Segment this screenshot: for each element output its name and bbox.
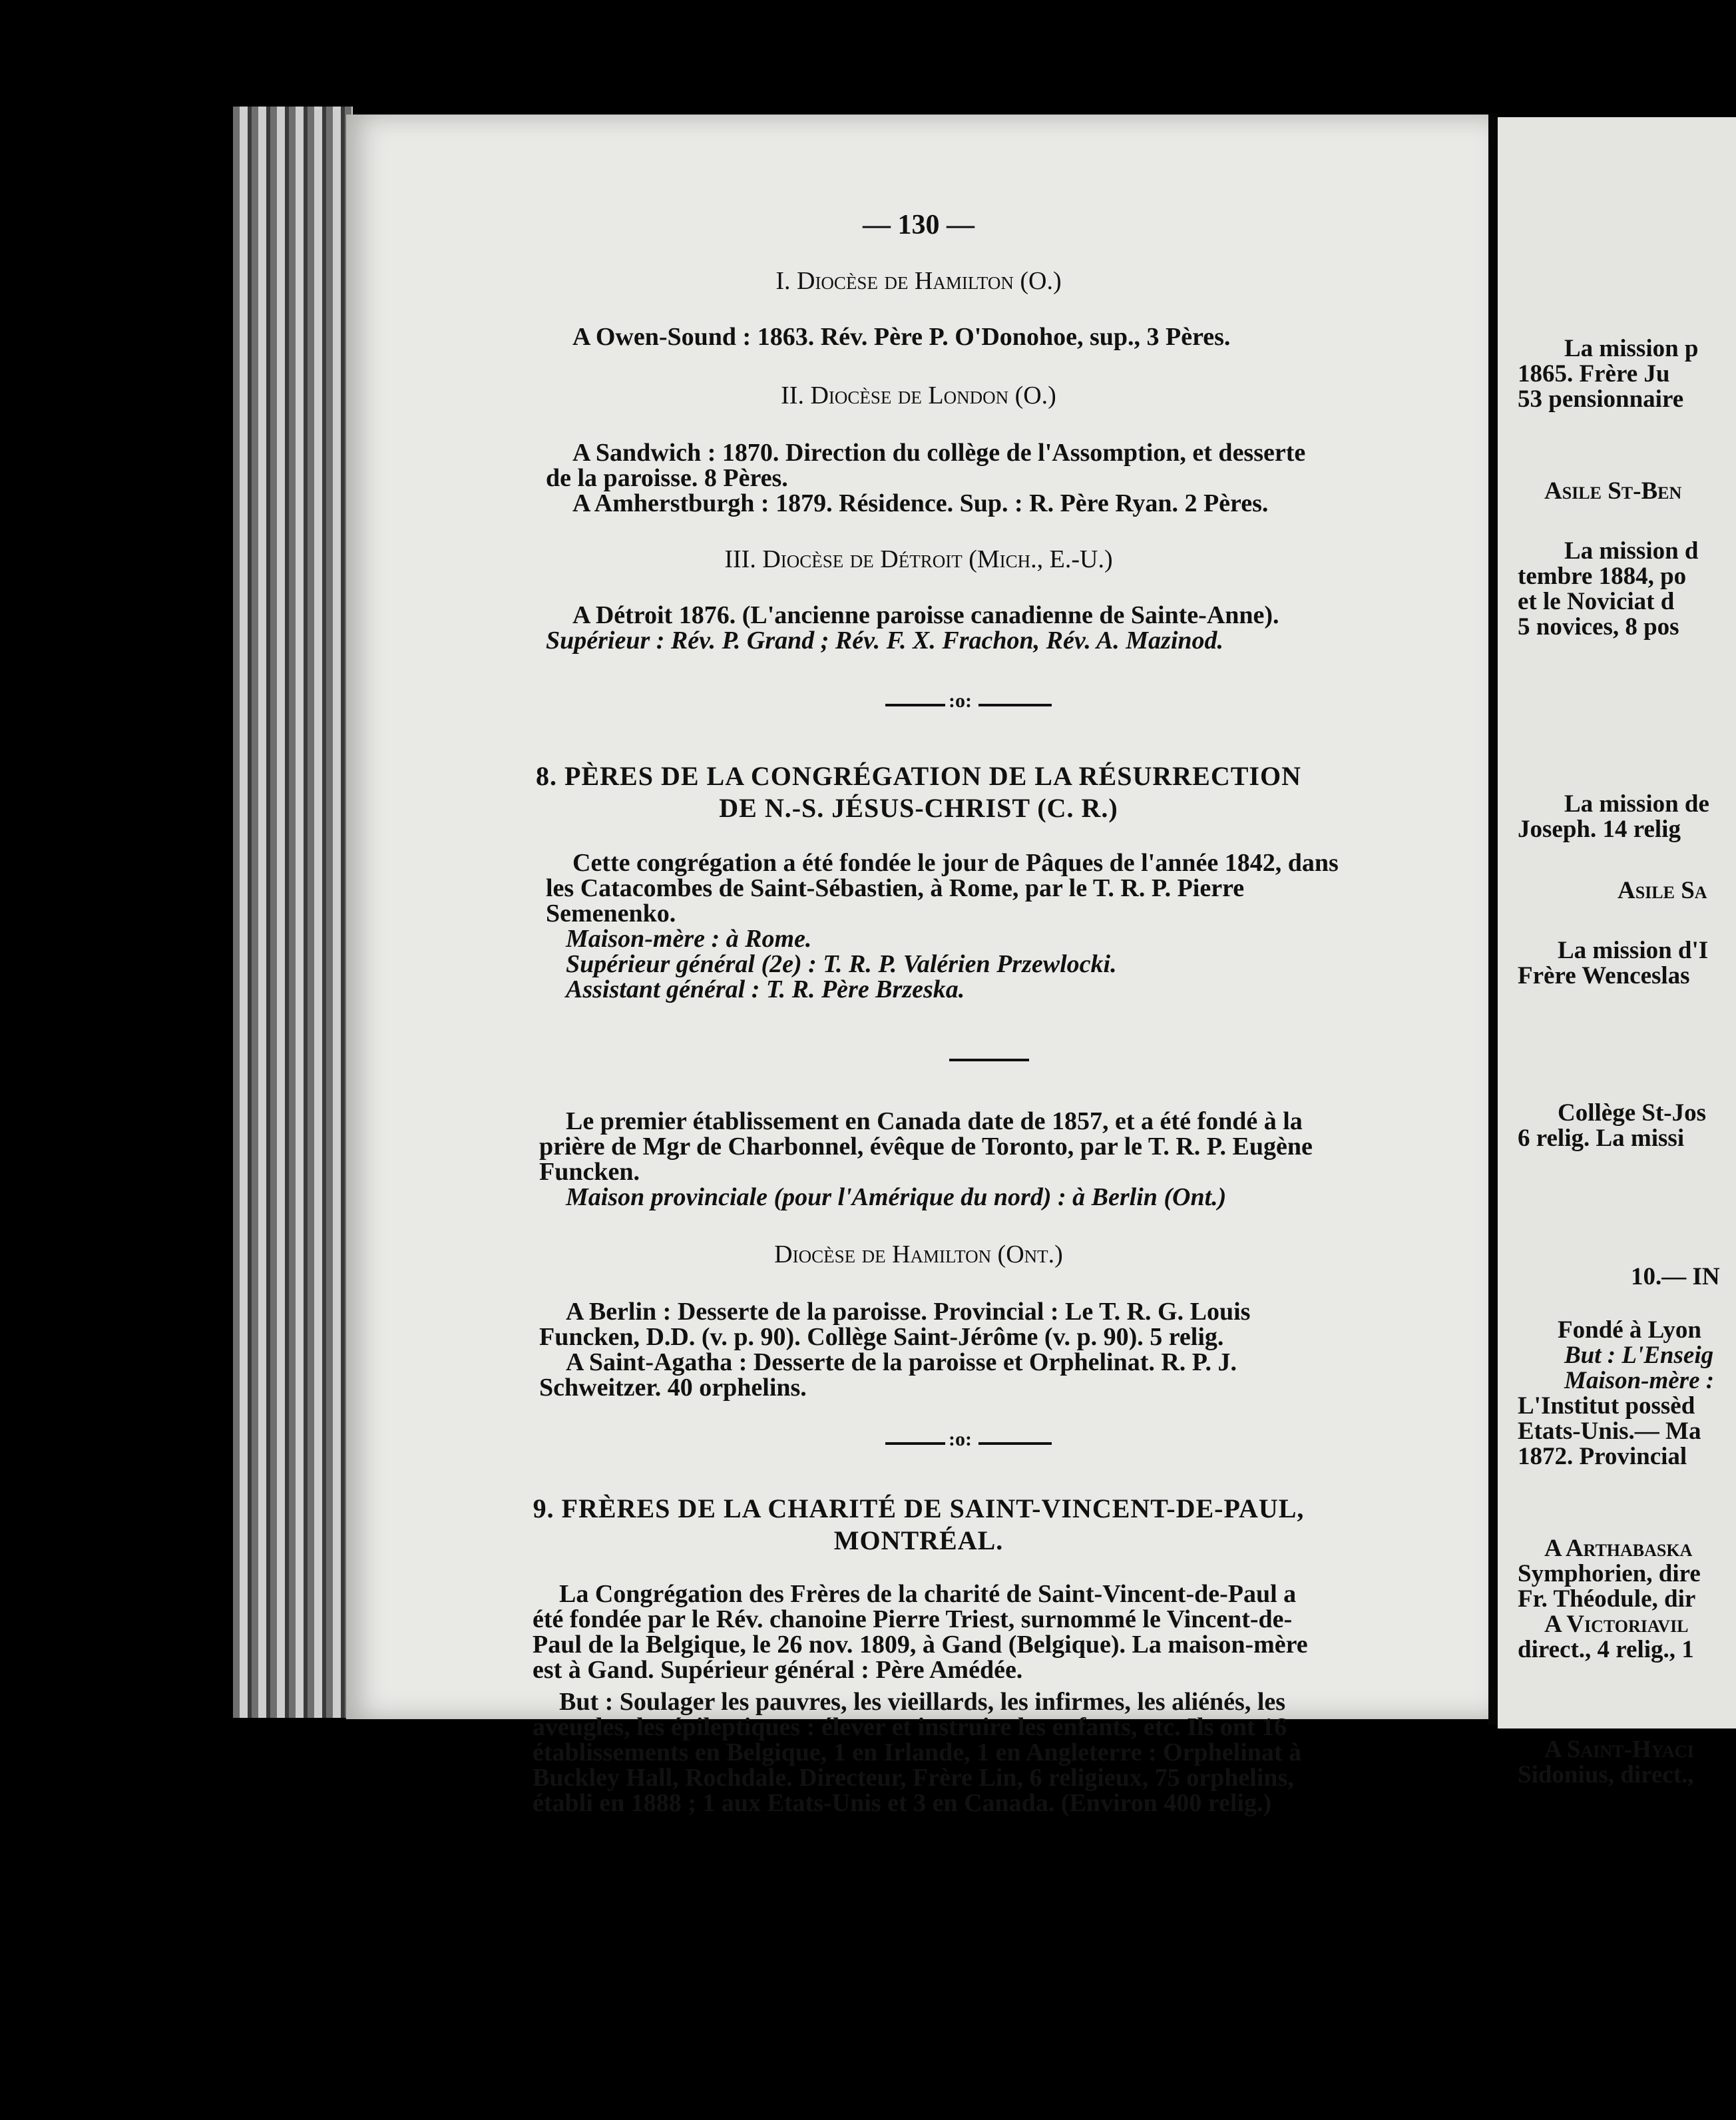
section-8b-text: Funcken. bbox=[539, 1158, 640, 1186]
section-9-but: But : Soulager les pauvres, les vieillards, les infirmes, les aliénés, les bbox=[559, 1688, 1286, 1716]
berlin-entry: A Berlin : Desserte de la paroisse. Provincial : Le T. R. G. Louis bbox=[566, 1298, 1251, 1326]
superieur-general: Supérieur général (2e) : T. R. P. Valérien Przewlocki. bbox=[566, 950, 1117, 978]
right-line: A Arthabaska bbox=[1544, 1535, 1693, 1562]
right-line: tembre 1884, po bbox=[1518, 563, 1687, 590]
right-line: Collège St-Jos bbox=[1558, 1099, 1706, 1127]
right-line: La mission d'I bbox=[1558, 937, 1709, 964]
saint-agatha-entry-cont: Schweitzer. 40 orphelins. bbox=[539, 1374, 807, 1402]
book-page-edges bbox=[233, 107, 353, 1718]
book-gutter bbox=[1488, 113, 1498, 1724]
diocese-london-title: II. Diocèse de London (O.) bbox=[781, 382, 1056, 409]
right-line: A Victoriavil bbox=[1544, 1611, 1689, 1638]
sandwich-entry: A Sandwich : 1870. Direction du collège de l'Assomption, et desserte bbox=[572, 439, 1306, 467]
right-line: Asile Sa bbox=[1618, 877, 1707, 904]
saint-agatha-entry: A Saint-Agatha : Desserte de la paroisse et Orphelinat. R. P. J. bbox=[566, 1348, 1237, 1376]
right-line: Frère Wenceslas bbox=[1518, 962, 1690, 989]
section-8-text: Cette congrégation a été fondée le jour de Pâques de l'année 1842, dans bbox=[572, 849, 1339, 877]
right-line: 53 pensionnaire bbox=[1518, 386, 1684, 413]
right-line: Joseph. 14 relig bbox=[1518, 816, 1681, 843]
right-line: L'Institut possèd bbox=[1518, 1392, 1695, 1420]
right-line: But : L'Enseig bbox=[1564, 1342, 1714, 1369]
section-8-heading: 8. PÈRES DE LA CONGRÉGATION DE LA RÉSURRECTION bbox=[536, 761, 1301, 791]
section-9-text: Buckley Hall, Rochdale. Directeur, Frère Lin, 6 religieux, 75 orphelins, bbox=[533, 1764, 1294, 1792]
page-number: — 130 — bbox=[863, 210, 975, 240]
right-line: direct., 4 relig., 1 bbox=[1518, 1636, 1694, 1663]
right-line: 1865. Frère Ju bbox=[1518, 360, 1670, 388]
right-line: La mission p bbox=[1564, 335, 1699, 362]
owen-sound-entry: A Owen-Sound : 1863. Rév. Père P. O'Donohoe, sup., 3 Pères. bbox=[572, 323, 1231, 351]
assistant-general: Assistant général : T. R. Père Brzeska. bbox=[566, 975, 965, 1003]
section-9-text: établissements en Belgique, 1 en Irlande, 1 en Angleterre : Orphelinat à bbox=[533, 1738, 1302, 1766]
short-rule bbox=[949, 1059, 1029, 1061]
section-8b-text: Le premier établissement en Canada date de 1857, et a été fondé à la bbox=[566, 1107, 1303, 1135]
section-9-text: établi en 1888 ; 1 aux Etats-Unis et 3 en Canada. (Environ 400 relig.) bbox=[533, 1789, 1272, 1817]
right-line: et le Noviciat d bbox=[1518, 588, 1675, 615]
right-line: Maison-mère : bbox=[1564, 1367, 1715, 1394]
section-9-text: Paul de la Belgique, le 26 nov. 1809, à Gand (Belgique). La maison-mère bbox=[533, 1631, 1308, 1659]
detroit-superieur: Supérieur : Rév. P. Grand ; Rév. F. X. Frachon, Rév. A. Mazinod. bbox=[546, 627, 1224, 655]
section-9-text: est à Gand. Supérieur général : Père Amédée. bbox=[533, 1656, 1023, 1684]
separator-mark: :o: bbox=[949, 690, 972, 712]
section-9-text: aveugles, les épileptiques : élever et instruire les enfants, etc. Ils ont 16 bbox=[533, 1713, 1287, 1741]
detroit-entry: A Détroit 1876. (L'ancienne paroisse canadienne de Sainte-Anne). bbox=[572, 601, 1279, 629]
right-line: 1872. Provincial bbox=[1518, 1443, 1687, 1470]
left-page bbox=[346, 115, 1491, 1817]
separator-left-2 bbox=[885, 1442, 945, 1445]
diocese-hamilton-title: I. Diocèse de Hamilton (O.) bbox=[775, 267, 1062, 295]
diocese-hamilton-ont-title: Diocèse de Hamilton (Ont.) bbox=[774, 1240, 1063, 1268]
amherstburgh-entry: A Amherstburgh : 1879. Résidence. Sup. : R. Père Ryan. 2 Pères. bbox=[572, 489, 1269, 517]
separator-left bbox=[885, 704, 945, 706]
section-9-text: La Congrégation des Frères de la charité de Saint-Vincent-de-Paul a bbox=[559, 1580, 1297, 1608]
section-9-heading-cont: MONTRÉAL. bbox=[833, 1525, 1004, 1555]
section-9-heading: 9. FRÈRES DE LA CHARITÉ DE SAINT-VINCENT-DE-PAUL, bbox=[533, 1493, 1305, 1523]
section-9-text: été fondée par le Rév. chanoine Pierre Triest, surnommé le Vincent-de- bbox=[533, 1605, 1293, 1633]
separator-right-2 bbox=[978, 1442, 1052, 1445]
right-line: Asile St-Ben bbox=[1544, 477, 1682, 505]
right-page-fragment bbox=[1498, 117, 1736, 1788]
diocese-detroit-title: III. Diocèse de Détroit (Mich., E.-U.) bbox=[724, 545, 1113, 573]
maison-provinciale: Maison provinciale (pour l'Amérique du nord) : à Berlin (Ont.) bbox=[566, 1183, 1227, 1211]
right-line: Sidonius, direct., bbox=[1518, 1761, 1694, 1788]
section-8-text: Semenenko. bbox=[546, 900, 676, 928]
right-line: 10.— IN bbox=[1631, 1263, 1720, 1290]
sandwich-entry-cont: de la paroisse. 8 Pères. bbox=[546, 464, 788, 492]
separator-right bbox=[978, 704, 1052, 706]
right-line: Fr. Théodule, dir bbox=[1518, 1585, 1696, 1613]
right-line: Etats-Unis.— Ma bbox=[1518, 1418, 1701, 1445]
maison-mere: Maison-mère : à Rome. bbox=[566, 925, 812, 953]
section-8-heading-cont: DE N.-S. JÉSUS-CHRIST (C. R.) bbox=[719, 793, 1118, 823]
right-line: 5 novices, 8 pos bbox=[1518, 613, 1679, 641]
separator-mark-2: :o: bbox=[949, 1428, 972, 1450]
right-line: La mission d bbox=[1564, 537, 1699, 565]
section-8-text: les Catacombes de Saint-Sébastien, à Rome, par le T. R. P. Pierre bbox=[546, 874, 1245, 902]
right-line: A Saint-Hyaci bbox=[1544, 1736, 1694, 1763]
right-line: 6 relig. La missi bbox=[1518, 1125, 1685, 1152]
section-8b-text: prière de Mgr de Charbonnel, évêque de Toronto, par le T. R. P. Eugène bbox=[539, 1133, 1313, 1161]
right-line: Symphorien, dire bbox=[1518, 1560, 1701, 1587]
right-line: La mission de bbox=[1564, 790, 1709, 818]
berlin-entry-cont: Funcken, D.D. (v. p. 90). Collège Saint-Jérôme (v. p. 90). 5 relig. bbox=[539, 1323, 1224, 1351]
right-line: Fondé à Lyon bbox=[1558, 1316, 1701, 1344]
